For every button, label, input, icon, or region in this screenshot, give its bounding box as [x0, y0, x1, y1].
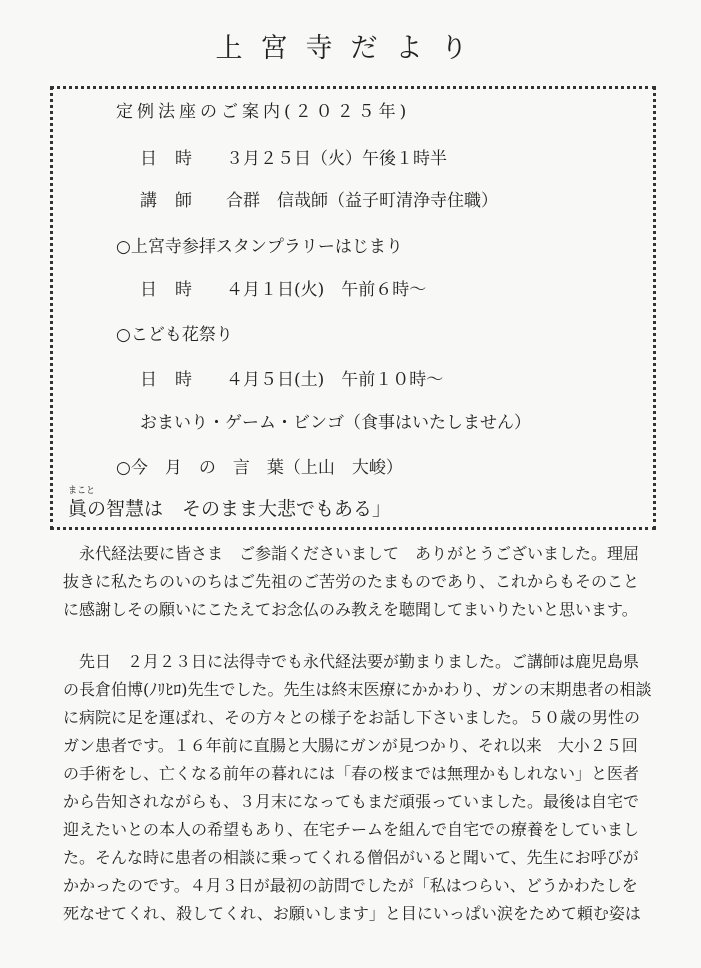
paragraph-line: の手術をし、亡くなる前年の暮れには「春の桜までは無理かもしれない」と医者	[63, 764, 640, 783]
stamp-rally-heading: ○上宮寺参拝スタンプラリーはじまり	[116, 237, 403, 257]
paragraph-story	[63, 648, 652, 928]
paragraph-line: た。そんな時に患者の相談に乗ってくれる僧侶がいると聞いて、先生にお呼びが	[63, 848, 639, 867]
regular-service-date	[140, 144, 447, 169]
paragraph-line: 先日 ２月２３日に法得寺でも永代経法要が勤まりました。ご講師は鹿児島県	[63, 652, 640, 671]
date-label: 日時	[140, 149, 210, 169]
quote-text: の智慧は そのまま大悲でもある」	[87, 498, 392, 520]
words-heading: ○今 月 の 言 葉（上山 大峻）	[116, 458, 403, 478]
hanamatsuri-activities: おまいり・ゲーム・ビンゴ（食事はいたしません）	[140, 413, 531, 433]
paragraph-line: 抜きに私たちのいのちはご先祖のご苦労のたまものであり、これからもそのこと	[63, 572, 640, 591]
regular-service-heading: 定例法座のご案内(２０２５年)	[116, 102, 411, 122]
stamp-rally-date	[140, 275, 426, 300]
quote-ruby: まこと	[68, 486, 96, 496]
page-title: 上宮寺だより	[215, 33, 486, 64]
lecturer-label: 講師	[140, 191, 210, 211]
paragraph-line: かかったのです。４月３日が最初の訪問でしたが「私はつらい、どうかわたしを	[63, 876, 638, 895]
quote-first-char: まこと 眞	[68, 494, 87, 521]
paragraph-line: から告知されながらも、３月末になってもまだ頑張っていました。最後は自宅で	[63, 792, 640, 811]
date-label: 日時	[140, 370, 210, 390]
date-value: ３月２５日（火）午後１時半	[226, 149, 447, 169]
lecturer-value: 合群 信哉師（益子町清浄寺住職）	[226, 191, 498, 211]
hanamatsuri-date	[140, 365, 443, 390]
paragraph-line: 迎えたいとの本人の希望もあり、在宅チームを組んで自宅での療養をしていまし	[63, 820, 640, 839]
paragraph-line: 永代経法要に皆さま ご参詣くださいまして ありがとうございました。理屈	[63, 544, 640, 563]
paragraph-line: に病院に足を運ばれ、その方々との様子をお話し下さいました。５０歳の男性の	[63, 708, 640, 727]
paragraph-line: に感謝しその願いにこたえてお念仏のみ教えを聴聞してまいりたいと思います。	[63, 600, 638, 619]
paragraph-line: 死なせてくれ、殺してくれ、お願いします」と目にいっぱい涙をためて頼む姿は	[63, 904, 641, 923]
monthly-quote	[68, 486, 392, 521]
date-value: ４月１日(火) 午前６時～	[226, 280, 427, 300]
paragraph-gratitude	[63, 540, 639, 624]
paragraph-line: の長倉伯博(ﾉﾘﾋﾛ)先生でした。先生は終末医療にかかわり、ガンの末期患者の相談	[63, 680, 652, 699]
paragraph-line: ガン患者です。１６年前に直腸と大腸にガンが見つかり、それ以来 大小２５回	[63, 736, 638, 755]
hanamatsuri-heading: ○こども花祭り	[116, 325, 233, 345]
date-label: 日時	[140, 280, 210, 300]
regular-service-lecturer	[140, 186, 498, 211]
date-value: ４月５日(土) 午前１０時～	[226, 370, 444, 390]
